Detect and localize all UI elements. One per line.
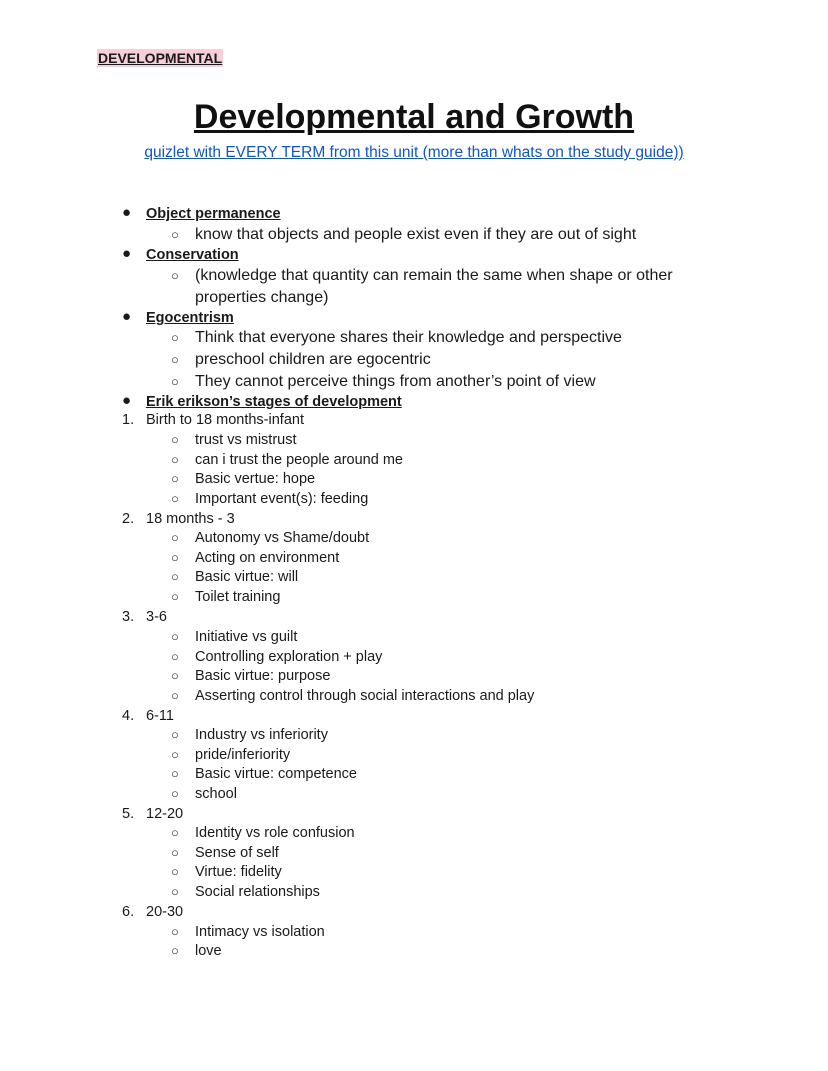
term-egocentrism: Egocentrism [146,310,234,326]
stage-number: 3. [122,609,135,625]
sub-bullet-marker: ○ [171,668,179,683]
stage-label: 3-6 [146,609,167,625]
sub-bullet-marker: ○ [171,786,179,801]
sub-bullet-marker: ○ [171,491,179,506]
stage-point: Social relationships [195,884,320,900]
stage-point: Intimacy vs isolation [195,924,325,940]
sub-bullet-marker: ○ [171,452,179,467]
conservation-definition-line1: (knowledge that quantity can remain the same when shape or other [195,267,673,284]
egocentrism-point: preschool children are egocentric [195,351,431,368]
stage-point: Basic virtue: competence [195,766,357,782]
stage-point: Industry vs inferiority [195,727,328,743]
sub-bullet-marker: ○ [171,924,179,939]
sub-bullet-marker: ○ [171,471,179,486]
stage-label: 12-20 [146,806,184,822]
sub-bullet-marker: ○ [171,845,179,860]
stage-point: Basic vertue: hope [195,471,316,487]
sub-bullet-marker: ○ [171,629,179,644]
sub-bullet-marker: ○ [171,589,179,604]
stage-point: Autonomy vs Shame/doubt [195,530,370,546]
sub-bullet-marker: ○ [171,688,179,703]
stage-point: Important event(s): feeding [195,491,369,507]
sub-bullet-marker: ○ [171,432,179,447]
stage-number: 1. [122,412,135,428]
stage-point: school [195,786,237,802]
sub-bullet-marker: ○ [171,352,179,367]
term-erikson-stages: Erik erikson’s stages of development [146,394,402,410]
stage-point: Sense of self [195,845,279,861]
egocentrism-point: They cannot perceive things from another’s point of view [195,373,596,390]
egocentrism-point: Think that everyone shares their knowledge and perspective [195,329,622,346]
conservation-definition-line2: properties change) [195,289,329,306]
sub-bullet-marker: ○ [171,727,179,742]
section-tag: DEVELOPMENTAL [98,50,223,66]
sub-bullet-marker: ○ [171,864,179,879]
stage-point: Controlling exploration + play [195,649,383,665]
term-conservation: Conservation [146,247,239,263]
stage-point: Asserting control through social interactions and play [195,688,535,704]
quizlet-link[interactable]: quizlet with EVERY TERM from this unit (more than whats on the study guide)) [144,144,684,161]
stage-label: 20-30 [146,904,184,920]
stage-number: 4. [122,708,135,724]
stage-label: Birth to 18 months-infant [146,412,304,428]
stage-point: Virtue: fidelity [195,864,282,880]
stage-label: 6-11 [146,708,174,724]
sub-bullet-marker: ○ [171,330,179,345]
stage-point: Basic virtue: will [195,569,299,585]
sub-bullet-marker: ○ [171,766,179,781]
term-object-permanence: Object permanence [146,206,281,222]
sub-bullet-marker: ○ [171,569,179,584]
stage-number: 6. [122,904,135,920]
object-permanence-definition: know that objects and people exist even if they are out of sight [195,226,637,243]
stage-point: love [195,943,222,959]
stage-point: Basic virtue: purpose [195,668,331,684]
stage-point: Identity vs role confusion [195,825,355,841]
stage-point: pride/inferiority [195,747,291,763]
sub-bullet-marker: ○ [171,825,179,840]
sub-bullet-marker: ○ [171,747,179,762]
sub-bullet-marker: ○ [171,943,179,958]
stage-number: 2. [122,511,135,527]
page-title: Developmental and Growth [193,98,635,136]
sub-bullet-marker: ○ [171,227,179,242]
bullet-marker: ● [122,308,132,325]
stage-point: Toilet training [195,589,281,605]
sub-bullet-marker: ○ [171,374,179,389]
sub-bullet-marker: ○ [171,550,179,565]
sub-bullet-marker: ○ [171,268,179,283]
bullet-marker: ● [122,392,132,409]
sub-bullet-marker: ○ [171,649,179,664]
bullet-marker: ● [122,204,132,221]
stage-point: trust vs mistrust [195,432,297,448]
sub-bullet-marker: ○ [171,530,179,545]
bullet-marker: ● [122,245,132,262]
stage-number: 5. [122,806,135,822]
sub-bullet-marker: ○ [171,884,179,899]
stage-point: can i trust the people around me [195,452,403,468]
stage-point: Initiative vs guilt [195,629,298,645]
stage-point: Acting on environment [195,550,340,566]
stage-label: 18 months - 3 [146,511,235,527]
